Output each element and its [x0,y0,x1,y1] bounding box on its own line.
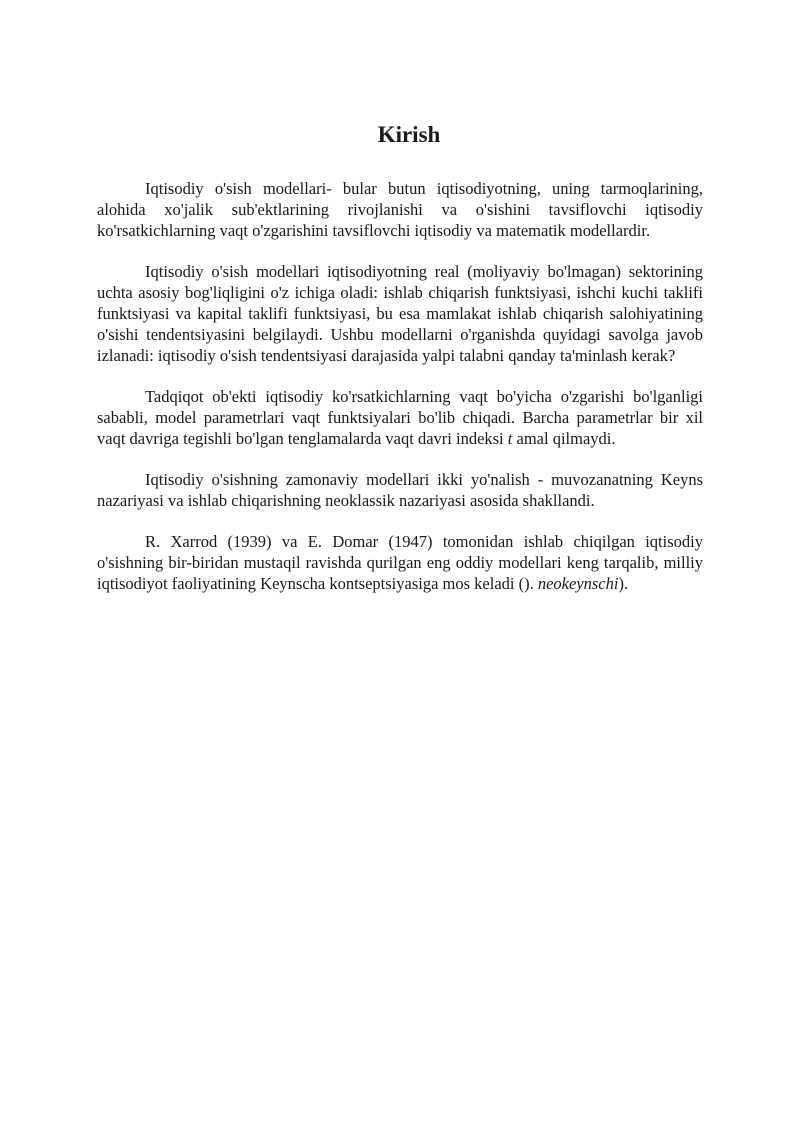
paragraph-4: Iqtisodiy o'sishning zamonaviy modellari ikki yo'nalish - muvozanatning Keyns nazariyasi va ishlab chiqarishning neoklassik nazariyasi asosida shakllandi. [97,470,703,510]
paragraph-5-text-before: R. Xarrod (1939) va E. Domar (1947) tomonidan ishlab chiqilgan iqtisodiy o'sishning bir-biridan mustaqil ravishda qurilgan eng oddiy modellari keng tarqalib, milliy iqtisodiyot faoliyatining Keynscha kontseptsiyasiga mos keladi (). [97,532,703,593]
paragraph-5 [97,531,703,594]
paragraph-5-italic: neokeynschi [537,574,619,593]
page-title: Kirish [377,122,441,147]
paragraph-3-text-after: amal qilmaydi. [512,429,616,448]
paragraph-3 [97,386,703,449]
paragraph-5-text-after: ). [618,574,629,593]
paragraph-2: Iqtisodiy o'sish modellari iqtisodiyotning real (moliyaviy bo'lmagan) sektorining uchta asosiy bog'liqligini o'z ichiga oladi: ishlab chiqarish funktsiyasi, ishchi kuchi taklifi funktsiyasi va kapital taklifi funktsiyasi, bu esa mamlakat ishlab chiqarish salohiyatining o'sishi tendentsiyasini belgilaydi. Ushbu modellarni o'rganishda quyidagi savolga javob izlanadi: iqtisodiy o'sish tendentsiyasi darajasida yalpi talabni qanday ta'minlash kerak? [97,262,703,365]
paragraph-1: Iqtisodiy o'sish modellari- bular butun iqtisodiyotning, uning tarmoqlarining, alohida xo'jalik sub'ektlarining rivojlanishi va o'sishini tavsiflovchi iqtisodiy ko'rsatkichlarning vaqt o'zgarishini tavsiflovchi iqtisodiy va matematik modellardir. [97,179,703,240]
paragraph-3-italic: t [507,429,513,448]
document-body [97,118,703,594]
paragraph-3-text-before: Tadqiqot ob'ekti iqtisodiy ko'rsatkichlarning vaqt bo'yicha o'zgarishi bo'lganligi sababli, model parametrlari vaqt funktsiyalari bo'lib chiqadi. Barcha parametrlar bir xil vaqt davriga tegishli bo'lgan tenglamalarda vaqt davri indeksi [97,387,703,448]
